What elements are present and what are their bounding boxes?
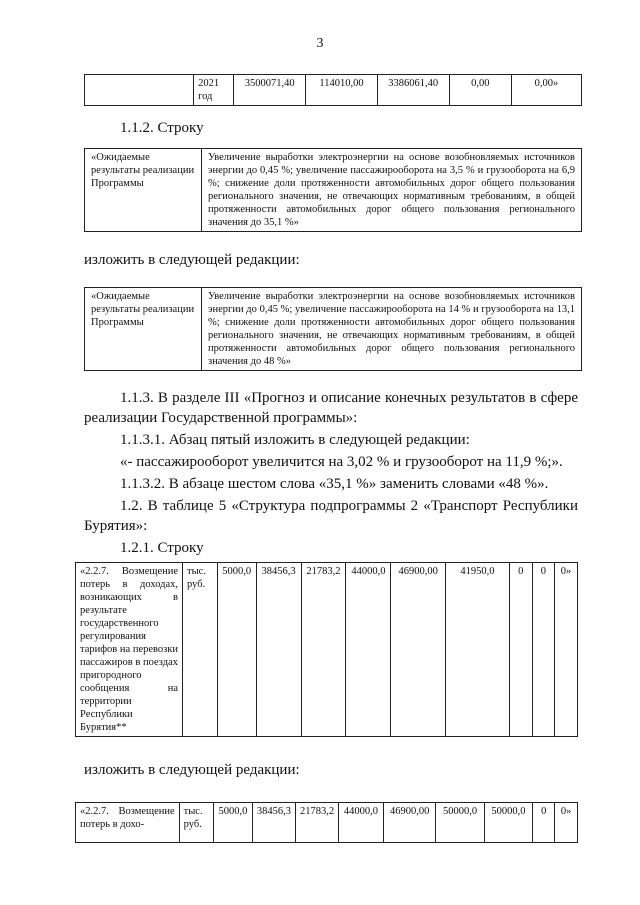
value-cell: 21783,2: [301, 563, 346, 737]
table-subprogram-new: [75, 802, 578, 843]
table-row: [85, 288, 582, 371]
value-cell: 0: [532, 563, 555, 737]
table-cell: 2021 год: [194, 75, 234, 106]
table-cell: 114010,00: [306, 75, 378, 106]
table-cell: 3386061,40: [377, 75, 449, 106]
paragraph-1-1-3-2: 1.1.3.2. В абзаце шестом слова «35,1 %» заменить словами «48 %».: [120, 476, 549, 492]
paragraph-1-2: 1.2. В таблице 5 «Структура подпрограммы 2 «Транспорт Республики Бурятия»:: [84, 498, 578, 534]
table-row: [85, 149, 582, 232]
paragraph-1-1-3: 1.1.3. В разделе III «Прогноз и описание конечных результатов в сфере реализации Государственной программы»:: [84, 390, 578, 426]
row-name-cell: «2.2.7. Возмещение потерь в доходах, возникающих в результате государственного регулирования тарифов на перевозки пассажиров в поездах пригородного сообщения на территории Республики Бурятия**: [76, 563, 183, 737]
value-cell: 5000,0: [217, 563, 256, 737]
table-cell: [85, 75, 194, 106]
value-cell: 38456,3: [256, 563, 301, 737]
row-name-cell: «2.2.7. Возмещение потерь в дохо-: [76, 803, 180, 843]
value-cell: 41950,0: [446, 563, 510, 737]
table-cell: 0,00»: [511, 75, 581, 106]
table-cell: 0,00: [449, 75, 511, 106]
value-cell: 5000,0: [213, 803, 252, 843]
table-expected-old: [84, 148, 582, 232]
value-cell: 21783,2: [295, 803, 338, 843]
value-cell: 46900,00: [391, 563, 446, 737]
unit-cell: тыс. руб.: [179, 803, 213, 843]
value-cell: 0»: [555, 563, 578, 737]
table-text-cell: Увеличение выработки электроэнергии на основе возобновляемых источников энергии до 0,45 %; увеличение пассажирооборота на 3,5 % и грузооборота на 6,9 %; снижение доли протяженности автомобильных дорог общего пользования регионального значения, не отвечающих нормативным требованиям, в общей протяженности автомобильных дорог общего пользования регионального значения до 35,1 %»: [202, 149, 582, 232]
table-text-cell: Увеличение выработки электроэнергии на основе возобновляемых источников энергии до 0,45 %; увеличение пассажирооборота на 14 % и грузооборота на 13,1 %; снижение доли протяженности автомобильных дорог общего пользования регионального значения, не отвечающих нормативным требованиям, в общей протяженности автомобильных дорог общего пользования регионального значения до 48 %»: [202, 288, 582, 371]
table-expected-new: [84, 287, 582, 371]
table-row: [76, 563, 578, 737]
paragraph-1-1-2: 1.1.2. Строку: [120, 120, 204, 136]
paragraph-1-2-1: 1.2.1. Строку: [120, 540, 204, 556]
redaction-label-2: изложить в следующей редакции:: [84, 762, 300, 778]
redaction-label-1: изложить в следующей редакции:: [84, 252, 300, 268]
table-cell: 3500071,40: [234, 75, 306, 106]
value-cell: 0»: [555, 803, 578, 843]
table-subprogram-old: [75, 562, 578, 737]
value-cell: 44000,0: [346, 563, 391, 737]
value-cell: 44000,0: [339, 803, 384, 843]
table-top: [84, 74, 582, 106]
page-number: 3: [316, 36, 324, 51]
table-row: [76, 803, 578, 843]
table-label-cell: «Ожидаемые результаты реализации Программы: [85, 288, 202, 371]
value-cell: 50000,0: [436, 803, 484, 843]
unit-cell: тыс. руб.: [183, 563, 218, 737]
paragraph-quote: «- пассажирооборот увеличится на 3,02 % и грузооборот на 11,9 %;».: [120, 454, 563, 470]
value-cell: 50000,0: [484, 803, 532, 843]
value-cell: 46900,00: [383, 803, 436, 843]
table-row: [85, 75, 582, 106]
paragraph-1-1-3-1: 1.1.3.1. Абзац пятый изложить в следующей редакции:: [120, 432, 470, 448]
value-cell: 38456,3: [252, 803, 295, 843]
value-cell: 0: [509, 563, 532, 737]
value-cell: 0: [533, 803, 555, 843]
table-label-cell: «Ожидаемые результаты реализации Программы: [85, 149, 202, 232]
